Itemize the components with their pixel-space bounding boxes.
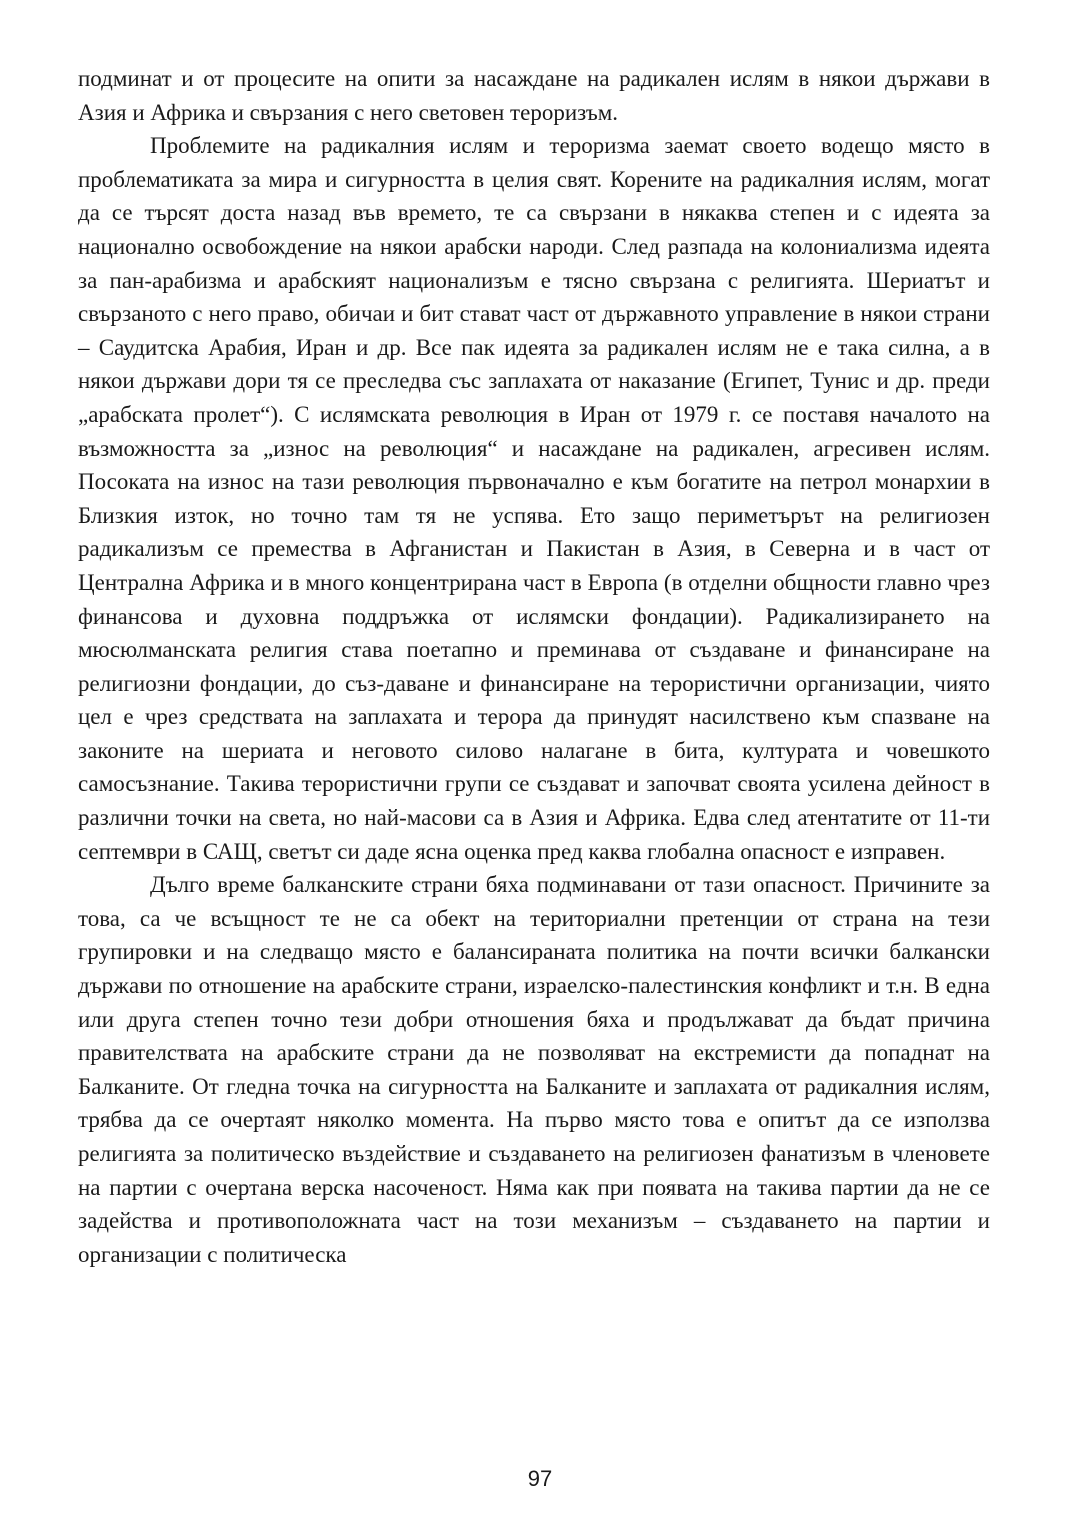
paragraph-radical-islam: Проблемите на радикалния ислям и тероризма заемат своето водещо място в проблематиката за мира и сигурността в целия свят. Корените на радикалния ислям, могат да се търсят доста назад във времето, те са свързани в някаква степен и с идеята за национално освобождение на някои арабски народи. След разпада на колониализма идеята за пан-арабизма и арабският национализъм е тясно свързана с религията. Шериатът и свързаното с него право, обичаи и бит стават част от държавното управление в някои страни – Саудитска Арабия, Иран и др. Все пак идеята за радикален ислям не е така силна, а в някои държави дори тя се преследва със заплахата от наказание (Египет, Тунис и др. преди „арабската пролет“). С ислямската революция в Иран от 1979 г. се поставя началото на възможността за „износ на революция“ и насаждане на радикален, агресивен ислям. Посоката на износ на тази революция първоначално е към богатите на петрол монархии в Близкия изток, но точно там тя не успява. Ето защо периметърът на религиозен радикализъм се премества в Афганистан и Пакистан в Азия, в Северна и в част от Централна Африка и в много концентрирана част в Европа (в отделни общности главно чрез финансова и духовна поддръжка от ислямски фондации). Радикализирането на мюсюлманската религия става поетапно и преминава от създаване и финансиране на религиозни фондации, до съз-даване и финансиране на терористични организации, чиято цел е чрез средствата на заплахата и терора да принудят насилствено към спазване на законите на шериата и неговото силово налагане в бита, културата и човешкото самосъзнание. Такива терористични групи се създават и започват своята усилена дейност в различни точки на света, но най-масови са в Азия и Африка. Едва след атентатите от 11-ти септември в САЩ, светът си даде ясна оценка пред каква глобална опасност е изправен.: [78, 133, 990, 864]
paragraph-continuation: подминат и от процесите на опити за насаждане на радикален ислям в някои държави в Азия и Африка и свързания с него световен тероризъм.: [78, 66, 990, 125]
paragraph-balkans: Дълго време балканските страни бяха подминавани от тази опасност. Причините за това, са че всъщност те не са обект на териториални претенции от страна на тези групировки и на следващо място е балансираната политика на почти всички балкански държави по отношение на арабските страни, израелско-палестинския конфликт и т.н. В една или друга степен точно тези добри отношения бяха и продължават да бъдат причина правителствата на арабските страни да не позволяват на екстремисти да попаднат на Балканите. От гледна точка на сигурността на Балканите и заплахата от радикалния ислям, трябва да се очертаят няколко момента. На първо място това е опитът да се използва религията за политическо въздействие и създаването на религиозен фанатизъм в членовете на партии с очертана верска насоченост. Няма как при появата на такива партии да не се задейства и противоположната част на този механизъм – създаването на партии и организации с политическа: [78, 872, 990, 1267]
page-body: [78, 62, 990, 1271]
page-number: 97: [527, 1466, 553, 1491]
